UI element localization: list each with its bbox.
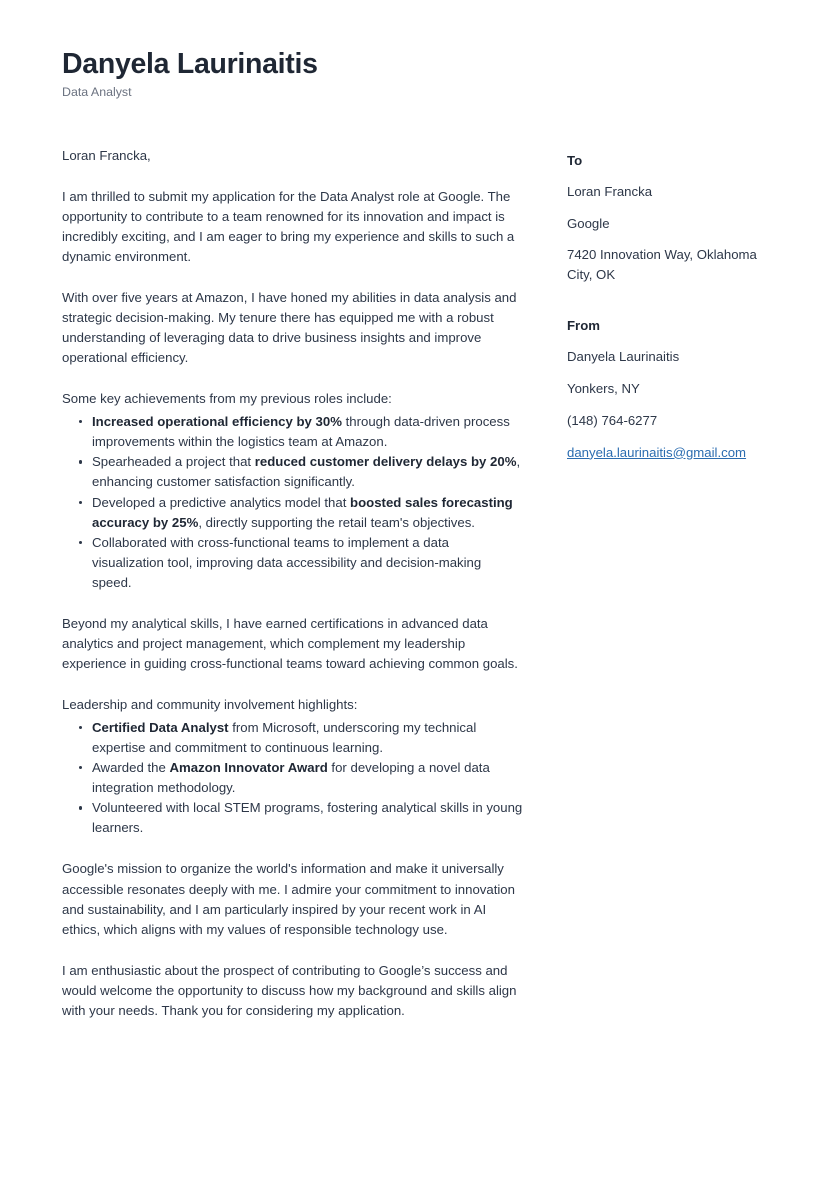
paragraph-company-mission: Google's mission to organize the world's information and make it universally accessible resonates deeply with me. I admire your commitment to innovation and sustainability, and I am particularly inspired by your recent work in AI ethics, which aligns with my values of responsible technology use. bbox=[62, 861, 515, 937]
paragraph-intro: I am thrilled to submit my application for the Data Analyst role at Google. The opportunity to contribute to a team renowned for its innovation and impact is incredibly exciting, and I am eager to bring my experience and skills to such a dynamic environment. bbox=[62, 188, 515, 264]
list-item bbox=[78, 452, 524, 492]
list-item bbox=[78, 798, 524, 838]
to-heading: To bbox=[567, 152, 583, 168]
achievement-highlight: reduced customer delivery delays by 20% bbox=[254, 454, 517, 470]
applicant-name: Danyela Laurinaitis bbox=[62, 48, 318, 80]
achievement-text: , directly supporting the retail team's objectives. bbox=[198, 514, 475, 530]
leadership-highlight: Certified Data Analyst bbox=[92, 720, 229, 736]
from-heading: From bbox=[567, 317, 600, 333]
list-item bbox=[78, 758, 524, 798]
applicant-role: Data Analyst bbox=[62, 84, 132, 99]
leadership-highlight: Amazon Innovator Award bbox=[169, 760, 328, 776]
achievement-highlight: Increased operational efficiency by 30% bbox=[92, 414, 342, 430]
achievement-text: Collaborated with cross-functional teams to implement a data visualization tool, improving data accessibility and decision-making speed. bbox=[92, 534, 482, 590]
sender-location: Yonkers, NY bbox=[567, 380, 640, 396]
content-columns bbox=[62, 146, 773, 1042]
leadership-intro: Leadership and community involvement highlights: bbox=[62, 697, 358, 713]
sender-phone: (148) 764-6277 bbox=[567, 412, 658, 428]
leadership-text: for developing a novel data integration methodology. bbox=[92, 760, 490, 796]
leadership-prefix: Awarded the bbox=[92, 760, 170, 776]
list-item bbox=[78, 412, 524, 452]
achievements-list bbox=[62, 412, 524, 593]
sender-name: Danyela Laurinaitis bbox=[567, 349, 680, 365]
recipient-address: 7420 Innovation Way, Oklahoma City, OK bbox=[567, 247, 757, 283]
leadership-text: Volunteered with local STEM programs, fostering analytical skills in young learners. bbox=[92, 800, 523, 836]
paragraph-closing: I am enthusiastic about the prospect of contributing to Google’s success and would welcome the opportunity to discuss how my background and skills align with your needs. Thank you for considering my application. bbox=[62, 962, 517, 1018]
sender-email-link[interactable]: danyela.laurinaitis@gmail.com bbox=[567, 444, 747, 460]
address-sidebar bbox=[567, 146, 773, 463]
letter-body-column bbox=[62, 146, 524, 1042]
achievements-intro: Some key achievements from my previous roles include: bbox=[62, 391, 392, 407]
achievement-text: through data-driven process improvements within the logistics team at Amazon. bbox=[92, 414, 510, 450]
list-item bbox=[78, 533, 524, 593]
recipient-name: Loran Francka bbox=[567, 183, 653, 199]
list-item bbox=[78, 718, 524, 758]
achievement-prefix: Developed a predictive analytics model that bbox=[92, 494, 351, 510]
recipient-company: Google bbox=[567, 215, 610, 231]
leadership-list bbox=[62, 718, 524, 838]
paragraph-experience: With over five years at Amazon, I have honed my abilities in data analysis and strategic decision-making. My tenure there has equipped me with a robust understanding of leveraging data to drive business insights and improve operational efficiency. bbox=[62, 289, 517, 366]
achievement-highlight: boosted sales forecasting accuracy by 25% bbox=[92, 494, 513, 530]
achievement-prefix: Spearheaded a project that bbox=[92, 454, 255, 470]
paragraph-certifications: Beyond my analytical skills, I have earned certifications in advanced data analytics and project management, which complement my leadership experience in guiding cross-functional teams toward achieving common goals. bbox=[62, 615, 518, 671]
letter-header bbox=[62, 48, 773, 100]
achievement-text: , enhancing customer satisfaction significantly. bbox=[92, 454, 521, 490]
leadership-text: from Microsoft, underscoring my technical expertise and commitment to continuous learning. bbox=[92, 720, 477, 756]
list-item bbox=[78, 493, 524, 533]
salutation: Loran Francka, bbox=[62, 147, 151, 163]
